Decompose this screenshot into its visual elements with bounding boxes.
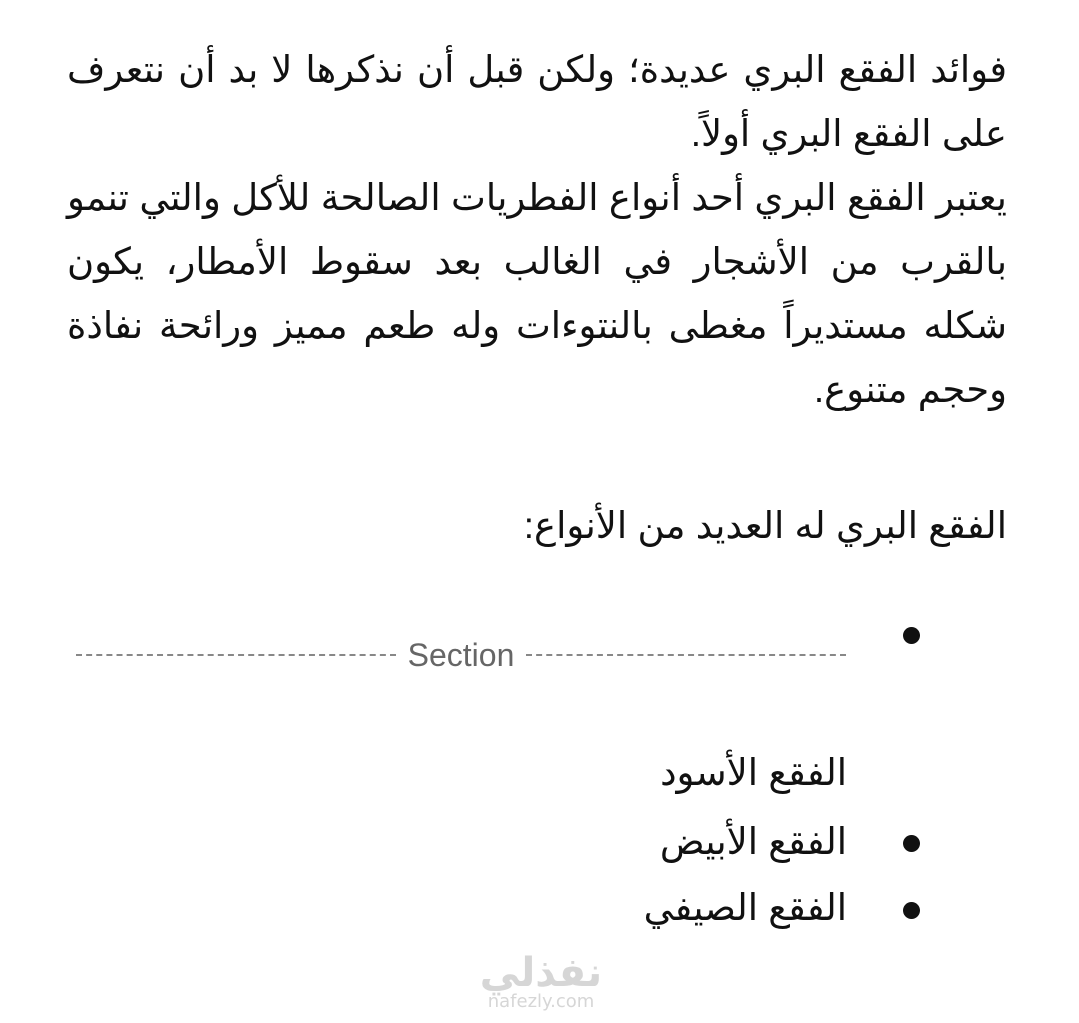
list-bullet [903,835,920,852]
nafezly-watermark [456,950,626,1012]
section-label: Section [407,636,515,673]
divider-line-left [76,654,396,656]
list-item: الفقع الأبيض [659,821,847,862]
list-bullet [903,627,920,644]
divider-line-right [526,654,846,656]
types-heading: الفقع البري له العديد من الأنواع: [523,505,1007,546]
list-item: الفقع الصيفي [643,887,847,928]
list-item: الفقع الأسود [660,752,847,793]
description-paragraph: يعتبر الفقع البري أحد أنواع الفطريات الصالحة للأكل والتي تنمو بالقرب من الأشجار في الغالب بعد سقوط الأمطار، يكون شكله مستديراً مغطى بالنتوءات وله طعم مميز ورائحة نفاذة وحجم متنوع. [67,177,1007,410]
intro-paragraph: فوائد الفقع البري عديدة؛ ولكن قبل أن نذكرها لا بد أن نتعرف على الفقع البري أولاً. [67,49,1007,154]
watermark-url: nafezly.com [487,991,595,1012]
section-divider [76,632,846,678]
watermark-logo: نفذلي [479,950,603,996]
list-bullet [903,902,920,919]
